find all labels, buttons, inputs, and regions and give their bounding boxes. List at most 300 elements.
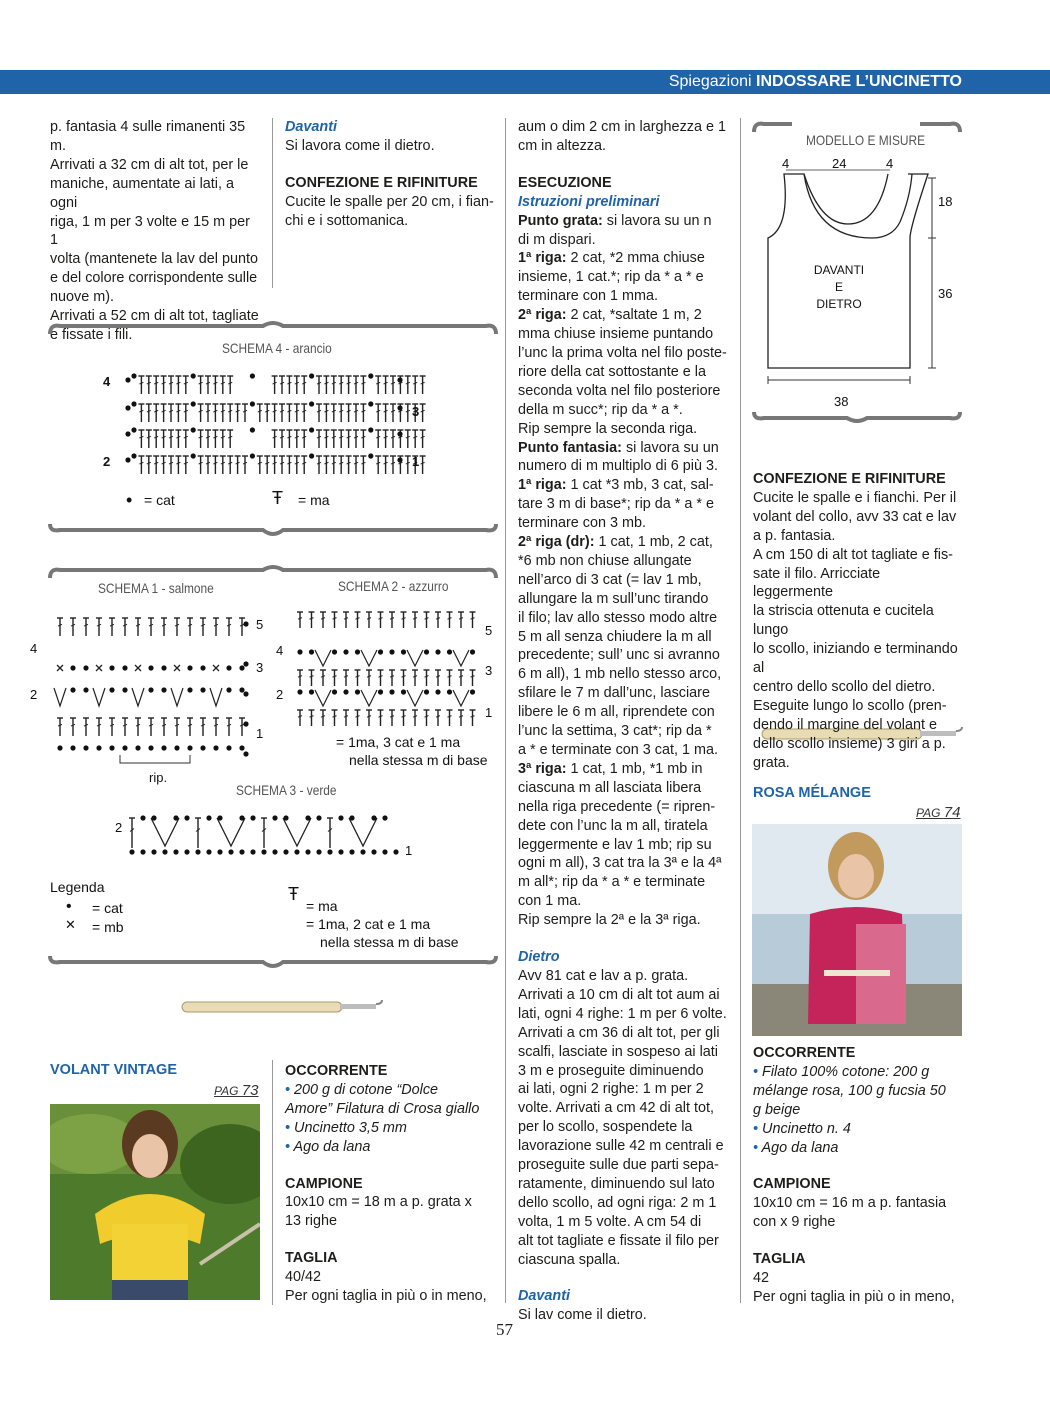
text-line — [518, 420, 728, 439]
cat-stitch — [272, 849, 277, 854]
text-line: volant del collo, avv 33 cat e lav — [753, 508, 957, 525]
column-divider — [740, 118, 741, 1303]
text-line: maniche, aumentate ai lati, a ogni — [50, 175, 234, 211]
header-bar — [0, 70, 1050, 94]
cat-stitch — [332, 649, 337, 654]
line-text: 5 m all senza chiudere la m all — [518, 628, 712, 645]
bold-term: 1ª riga: — [518, 250, 567, 267]
v-stitch — [453, 690, 469, 706]
line-text: m all*; rip da * a * e terminate — [518, 874, 706, 891]
text-line: centro dello scollo del dietro. — [753, 678, 936, 695]
cat-stitch — [250, 427, 255, 432]
cat-stitch — [239, 665, 244, 670]
cat-stitch — [250, 401, 255, 406]
text-line — [518, 268, 728, 287]
esecuzione-heading: ESECUZIONE — [518, 174, 612, 191]
text-line: dendo il margine del volant e — [753, 716, 938, 733]
line-text: di m dispari. — [518, 231, 596, 248]
cat-stitch — [122, 687, 127, 692]
cat-stitch — [327, 849, 332, 854]
material-item: Amore” Filatura di Crosa giallo — [285, 1100, 480, 1117]
mb-stitch — [174, 665, 180, 671]
text-line: Cucite le spalle e i fianchi. Per il — [753, 489, 957, 506]
mb-stitch — [135, 665, 141, 671]
text-line — [518, 363, 728, 382]
cat-stitch — [343, 649, 348, 654]
text-line — [518, 760, 728, 779]
cat-stitch — [173, 815, 178, 820]
material-item: Ago da lana — [761, 1139, 839, 1156]
line-text: Rip sempre la 2ª e la 3ª riga. — [518, 912, 701, 929]
line-text: 2 cat, *2 mma chiuse — [566, 250, 705, 267]
cat-stitch — [173, 849, 178, 854]
mb-stitch — [96, 665, 102, 671]
cat-stitch — [200, 665, 205, 670]
material-item: Uncinetto 3,5 mm — [294, 1119, 407, 1136]
cat-stitch — [368, 453, 373, 458]
volant-materials: OCCORRENTE • 200 g di cotone “Dolce Amore” Filatura di Crosa giallo • Uncinetto 3,5 mm • Ago da lana CAMPIONE 10x10 cm = 18 m a p. grata x 13 righe TAGLIA 40/42 Per ogni taglia in più o in meno, — [285, 1062, 495, 1306]
cat-stitch — [389, 689, 394, 694]
text-line: lo scollo, iniziando e terminando al — [753, 641, 958, 677]
cat-stitch — [125, 405, 130, 410]
cat-stitch — [243, 661, 248, 666]
cat-stitch — [184, 849, 189, 854]
row-number: 1 — [412, 454, 420, 469]
row-number: 2 — [30, 687, 38, 702]
cat-stitch — [309, 427, 314, 432]
text-line: lavorazione sulle 42 m centrali e — [518, 1138, 724, 1155]
line-text: ogni m all), 3 cat tra la 3ª e la 4ª — [518, 855, 722, 872]
col4-confezione — [753, 470, 963, 773]
v-stitch — [407, 690, 423, 706]
text-line: riga, 1 m per 3 volte e 15 m per 1 — [50, 213, 250, 249]
line-text: riore della cat sottostante e la — [518, 363, 706, 380]
rosa-photo — [752, 824, 962, 1036]
rosa-materials: OCCORRENTE • Filato 100% cotone: 200 g mélange rosa, 100 g fucsia 50 g beige • Uncinetto n. 4 • Ago da lana CAMPIONE 10x10 cm = 16 m a p. fantasia con x 9 righe TAGLIA 42 Per ogni taglia in più o in meno, — [753, 1044, 963, 1307]
line-text: seconda volta nel filo posteriore — [518, 382, 721, 399]
text-line: nuove m). — [50, 289, 114, 306]
cat-stitch — [309, 373, 314, 378]
line-text: *6 mb non chiuse allungate — [518, 552, 692, 569]
text-line — [518, 439, 728, 458]
davanti-heading: Davanti — [518, 1288, 570, 1305]
line-text: l’unc la prima volta nel filo poste- — [518, 344, 727, 361]
text-line — [518, 457, 728, 476]
davanti-heading: Davanti — [285, 119, 337, 135]
material-item: mélange rosa, 100 g fucsia 50 — [753, 1082, 946, 1099]
v-stitch — [210, 688, 222, 706]
line-text: precedente; sull’ unc si avranno — [518, 647, 720, 664]
dimension-label: 4 — [886, 156, 894, 171]
cat-stitch — [191, 373, 196, 378]
text-line: 13 righe — [285, 1213, 338, 1230]
cat-stitch — [109, 665, 114, 670]
cat-stitch — [148, 745, 153, 750]
cat-stitch — [470, 689, 475, 694]
cat-stitch — [435, 649, 440, 654]
text-line — [518, 836, 728, 855]
cat-stitch — [96, 745, 101, 750]
cat-stitch — [148, 687, 153, 692]
mb-stitch — [57, 665, 63, 671]
legend-ma-label: = ma — [298, 492, 330, 508]
col1-text — [50, 118, 260, 345]
cat-stitch — [213, 745, 218, 750]
cat-stitch — [368, 373, 373, 378]
col2-text — [285, 118, 495, 231]
cat-stitch — [250, 849, 255, 854]
cat-stitch — [297, 689, 302, 694]
confezione-text — [753, 489, 963, 773]
row-number: 2 — [103, 454, 111, 469]
cat-stitch — [338, 815, 343, 820]
v-stitch — [453, 650, 469, 666]
line-text: 2 cat, *saltate 1 m, 2 — [566, 307, 702, 324]
text-line — [518, 306, 728, 325]
text-line: chi e i sottomanica. — [285, 212, 409, 229]
mb-stitch — [213, 665, 219, 671]
row-number: 3 — [256, 660, 264, 675]
cat-stitch — [131, 453, 136, 458]
cat-stitch — [125, 431, 130, 436]
text-line — [518, 911, 728, 930]
bold-term: Punto grata: — [518, 212, 603, 229]
v-stitch — [361, 650, 377, 666]
material-item: Ago da lana — [293, 1138, 371, 1155]
text-line: Per ogni taglia in più o in meno, — [285, 1288, 487, 1305]
cat-stitch — [226, 745, 231, 750]
volant-title: VOLANT VINTAGE — [50, 1062, 178, 1078]
pag-label: PAG — [214, 1084, 239, 1098]
schema123-diagram — [48, 560, 498, 980]
legend-cat-label: = cat — [144, 492, 175, 508]
cat-stitch — [109, 745, 114, 750]
cat-stitch — [397, 405, 402, 410]
text-line — [518, 684, 728, 703]
row-number: 4 — [276, 643, 284, 658]
line-text: Rip sempre la seconda riga. — [518, 420, 698, 437]
legenda-combo: = 1ma, 2 cat e 1 ma — [306, 916, 431, 932]
cat-stitch — [355, 649, 360, 654]
bold-term: 2ª riga (dr): — [518, 534, 595, 551]
text-line: 42 — [753, 1270, 770, 1287]
cat-stitch — [131, 401, 136, 406]
cat-stitch — [191, 427, 196, 432]
cat-stitch — [191, 453, 196, 458]
text-line: e fissate i fili. — [50, 326, 133, 343]
cat-stitch — [294, 849, 299, 854]
cat-stitch — [393, 849, 398, 854]
header-main-title: INDOSSARE L’UNCINETTO — [756, 73, 962, 90]
legenda-title: Legenda — [50, 879, 105, 895]
dimension-label: 18 — [938, 194, 953, 209]
cat-stitch — [309, 649, 314, 654]
ma-symbol-icon: Ŧ — [288, 884, 299, 904]
v-stitch — [217, 818, 245, 846]
bold-term: Punto fantasia: — [518, 439, 622, 456]
row-number: 4 — [30, 641, 38, 656]
cat-stitch — [243, 721, 248, 726]
line-text: terminare con 1 mma. — [518, 288, 658, 305]
text-line: scalfi, lasciate in sospeso ai lati — [518, 1043, 718, 1060]
material-item: Uncinetto n. 4 — [762, 1120, 851, 1137]
campione-heading: CAMPIONE — [753, 1176, 831, 1193]
cat-stitch — [187, 745, 192, 750]
confezione-heading: CONFEZIONE E RIFINITURE — [285, 174, 478, 191]
text-line — [518, 817, 728, 836]
text-line — [518, 628, 728, 647]
text-line: ratamente, diminuendo sul lato — [518, 1175, 715, 1192]
cat-stitch — [239, 849, 244, 854]
schema4-title: SCHEMA 4 - arancio — [222, 340, 332, 356]
row-number: 4 — [103, 374, 111, 389]
cat-stitch — [161, 665, 166, 670]
text-line: la striscia ottenuta e cucitela lungo — [753, 603, 934, 639]
text-line: dello scollo insieme) 3 giri a p. — [753, 735, 946, 752]
line-text: 1 cat, 1 mb, *1 mb in — [566, 760, 703, 777]
text-line: Eseguite lungo lo scollo (pren- — [753, 697, 947, 714]
schema1-title: SCHEMA 1 - salmone — [98, 580, 214, 596]
text-line — [518, 741, 728, 760]
cat-stitch — [243, 751, 248, 756]
occorrente-heading: OCCORRENTE — [285, 1063, 388, 1079]
text-line: ai lati, ogni 2 righe: 1 m per 2 — [518, 1081, 704, 1098]
text-line: volte. Arrivati a cm 42 di alt tot, — [518, 1100, 714, 1117]
text-line — [518, 873, 728, 892]
row-number: 5 — [485, 623, 493, 638]
v-stitch — [283, 818, 311, 846]
legenda-mb: = mb — [92, 919, 124, 935]
pag-number: 74 — [943, 804, 961, 821]
dietro-heading: Dietro — [518, 949, 560, 966]
cat-stitch — [343, 689, 348, 694]
cat-stitch — [184, 815, 189, 820]
v-stitch — [93, 688, 105, 706]
cat-stitch — [140, 815, 145, 820]
dimension-label: 24 — [832, 156, 847, 171]
taglia-heading: TAGLIA — [285, 1250, 338, 1267]
text-line — [518, 231, 728, 250]
cat-stitch — [316, 849, 321, 854]
text-line — [518, 646, 728, 665]
text-line: aum o dim 2 cm in larghezza e 1 — [518, 119, 726, 135]
modello-label-line: DAVANTI — [813, 263, 865, 277]
text-line — [518, 590, 728, 609]
text-line — [518, 514, 728, 533]
cat-stitch — [239, 815, 244, 820]
punto-instructions — [518, 212, 728, 930]
cat-stitch — [397, 457, 402, 462]
text-line — [518, 665, 728, 684]
text-line: A cm 150 di alt tot tagliate e fis- — [753, 546, 953, 563]
text-line: 10x10 cm = 18 m a p. grata x — [285, 1194, 472, 1211]
material-item: 200 g di cotone “Dolce — [294, 1081, 439, 1098]
bold-term: 3ª riga: — [518, 760, 567, 777]
cat-stitch — [382, 815, 387, 820]
bold-term: 2ª riga: — [518, 307, 567, 324]
cat-stitch — [316, 815, 321, 820]
pag-number: 73 — [241, 1082, 259, 1099]
cat-stitch — [239, 687, 244, 692]
text-line — [518, 722, 728, 741]
cat-stitch — [70, 745, 75, 750]
cat-stitch — [57, 745, 62, 750]
cat-stitch — [349, 849, 354, 854]
bold-term: 1ª riga: — [518, 477, 567, 494]
cat-stitch — [83, 745, 88, 750]
istruzioni-heading: Istruzioni preliminari — [518, 193, 660, 210]
row-number: 1 — [256, 726, 264, 741]
cat-stitch — [239, 745, 244, 750]
text-line: volta, 1 m 5 volte. A cm 54 di — [518, 1213, 702, 1230]
line-text: libere le 6 m all, riprendete con — [518, 704, 715, 721]
dimension-label: 38 — [834, 394, 849, 409]
text-line: sate il filo. Arricciate leggermente — [753, 565, 881, 601]
cat-stitch — [151, 849, 156, 854]
pag-label: PAG — [916, 806, 941, 820]
cat-stitch — [195, 849, 200, 854]
row-number: 5 — [256, 617, 264, 632]
cat-symbol-icon: • — [126, 490, 133, 510]
cat-stitch — [297, 649, 302, 654]
modello-label — [812, 262, 866, 313]
v-stitch — [361, 690, 377, 706]
cat-stitch — [129, 849, 134, 854]
rosa-title: ROSA MÉLANGE — [753, 785, 871, 801]
line-text: l’unc la settima, 3 cat*; rip da * — [518, 723, 712, 740]
cat-stitch — [424, 649, 429, 654]
cat-stitch — [131, 427, 136, 432]
cat-stitch — [217, 849, 222, 854]
text-line — [518, 495, 728, 514]
cat-stitch — [368, 427, 373, 432]
v-stitch — [315, 650, 331, 666]
cat-stitch — [261, 849, 266, 854]
cat-stitch — [382, 849, 387, 854]
cat-stitch — [243, 691, 248, 696]
cat-stitch — [187, 687, 192, 692]
column-divider — [272, 1060, 273, 1305]
occorrente-heading: OCCORRENTE — [753, 1045, 856, 1061]
cat-stitch — [309, 453, 314, 458]
cat-stitch — [397, 377, 402, 382]
modello-label-line: DIETRO — [816, 297, 862, 311]
cat-stitch — [174, 745, 179, 750]
cat-stitch — [371, 849, 376, 854]
volant-page-ref — [214, 1082, 258, 1099]
legenda-combo: nella stessa m di base — [320, 934, 459, 950]
row-number: 2 — [115, 820, 123, 835]
line-text: ciascuna m all lasciata libera — [518, 779, 702, 796]
text-line — [518, 476, 728, 495]
cat-stitch — [338, 849, 343, 854]
line-text: insieme, 1 cat.*; rip da * a * e — [518, 269, 704, 286]
schema2-note: = 1ma, 3 cat e 1 ma — [336, 734, 461, 750]
cat-stitch — [250, 453, 255, 458]
cat-stitch — [309, 401, 314, 406]
text-line: e del colore corrispondente sulle — [50, 270, 258, 287]
taglia-heading: TAGLIA — [753, 1251, 806, 1268]
text-line: p. fantasia 4 sulle rimanenti 35 m. — [50, 119, 246, 154]
cat-stitch — [206, 849, 211, 854]
modello-title: MODELLO E MISURE — [806, 132, 926, 148]
cat-stitch — [401, 649, 406, 654]
v-stitch — [315, 690, 331, 706]
column-divider — [272, 118, 273, 288]
line-text: si lavora su un — [621, 439, 719, 456]
schema2-note: nella stessa m di base — [349, 752, 488, 768]
cat-stitch — [135, 745, 140, 750]
text-line — [518, 382, 728, 401]
volant-photo — [50, 1104, 260, 1300]
v-stitch — [132, 688, 144, 706]
text-line — [518, 779, 728, 798]
v-stitch — [349, 818, 377, 846]
row-number: 3 — [485, 663, 493, 678]
v-stitch — [54, 688, 66, 706]
cat-stitch — [397, 431, 402, 436]
text-line — [518, 249, 728, 268]
cat-stitch — [122, 745, 127, 750]
schema2-title: SCHEMA 2 - azzurro — [338, 578, 449, 594]
cat-stitch — [109, 687, 114, 692]
text-line: Per ogni taglia in più o in meno, — [753, 1288, 955, 1305]
v-stitch — [151, 818, 179, 846]
cat-stitch — [378, 689, 383, 694]
cat-stitch — [355, 689, 360, 694]
cat-stitch — [435, 689, 440, 694]
confezione-heading: CONFEZIONE E RIFINITURE — [753, 471, 946, 487]
text-line: dello scollo, ad ogni riga: 2 m 1 — [518, 1194, 717, 1211]
column-divider — [505, 118, 506, 1303]
cat-stitch — [187, 665, 192, 670]
col3-text — [518, 118, 728, 1325]
line-text: allungare la m sull’unc tirando — [518, 590, 709, 607]
dietro-instructions — [518, 967, 728, 1270]
line-text: il filo; lav allo stesso modo altre — [518, 609, 718, 626]
legenda-ma: = ma — [306, 898, 338, 914]
cat-stitch — [148, 665, 153, 670]
line-text: 1 cat, 1 mb, 2 cat, — [594, 534, 713, 551]
text-line — [518, 533, 728, 552]
text-line: lati, ogni 4 righe: 1 m per 6 volte. — [518, 1005, 727, 1022]
text-line — [518, 703, 728, 722]
cat-stitch — [226, 687, 231, 692]
mb-symbol-icon: ✕ — [65, 917, 76, 932]
cat-stitch — [283, 849, 288, 854]
text-line — [518, 287, 728, 306]
cat-stitch — [70, 665, 75, 670]
text-line — [518, 798, 728, 817]
text-line: con x 9 righe — [753, 1214, 836, 1231]
material-item: g beige — [753, 1101, 801, 1118]
cat-stitch — [447, 649, 452, 654]
line-text: nell’arco di 3 cat (= lav 1 mb, — [518, 571, 702, 588]
cat-symbol-icon: • — [66, 898, 72, 915]
text-line: Arrivati a cm 36 di alt tot, per gli — [518, 1024, 720, 1041]
cat-stitch — [191, 401, 196, 406]
line-text: tare 3 m di base*; rip da * a * e — [518, 496, 714, 513]
text-line — [518, 571, 728, 590]
cat-stitch — [206, 815, 211, 820]
row-number: 3 — [412, 404, 420, 419]
cat-stitch — [161, 745, 166, 750]
cat-stitch — [360, 849, 365, 854]
campione-heading: CAMPIONE — [285, 1175, 363, 1192]
line-text: nella riga precedente (= ripren- — [518, 798, 716, 815]
cat-stitch — [83, 665, 88, 670]
text-line — [518, 325, 728, 344]
